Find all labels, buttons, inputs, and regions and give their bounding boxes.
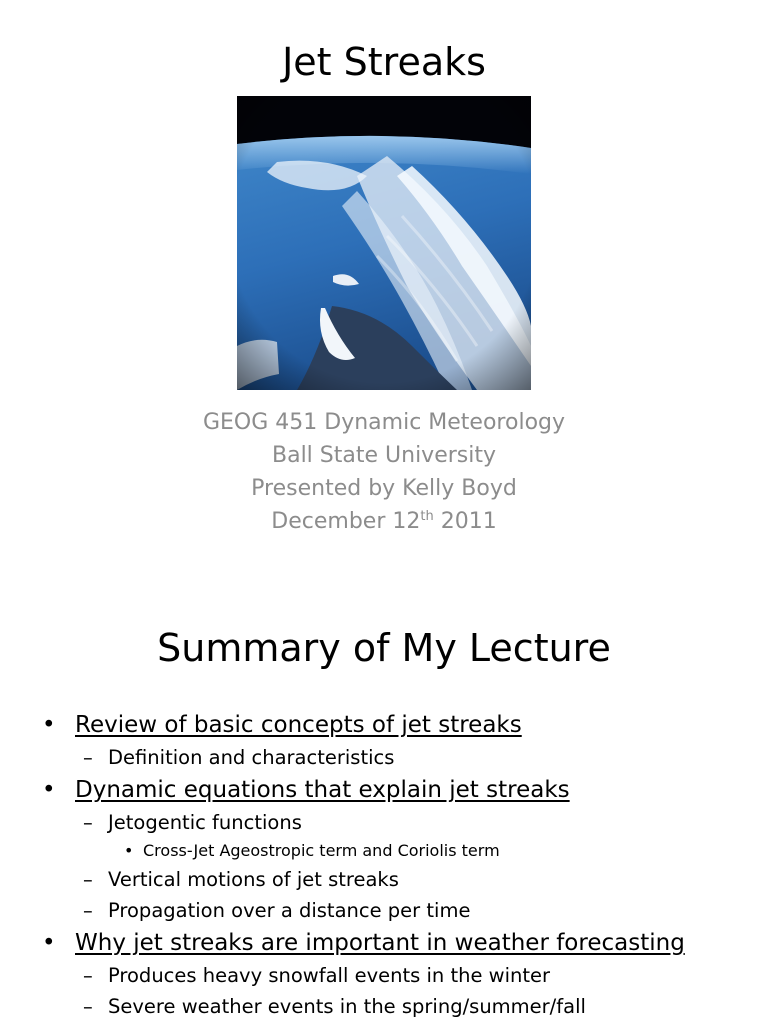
date-prefix: December 12 <box>271 509 421 534</box>
bullet-text: Jetogentic functions <box>108 811 302 834</box>
bullet-text: Cross-Jet Ageostropic term and Coriolis term <box>143 841 500 860</box>
dash-marker: – <box>83 899 93 922</box>
bullet-text: Vertical motions of jet streaks <box>108 868 399 891</box>
bullet-text: Severe weather events in the spring/summer/fall <box>108 995 586 1018</box>
list-item <box>0 960 768 991</box>
dash-marker: – <box>83 964 93 987</box>
dash-marker: – <box>83 811 93 834</box>
earth-from-space-photo <box>237 96 531 390</box>
date-line <box>0 505 768 538</box>
course-line: GEOG 451 Dynamic Meteorology <box>202 410 566 435</box>
list-item <box>0 708 768 742</box>
list-item <box>0 742 768 773</box>
bullet-text: Review of basic concepts of jet streaks <box>75 712 522 738</box>
subtitle-block <box>0 406 768 538</box>
dash-marker: – <box>83 746 93 769</box>
list-item <box>0 838 768 864</box>
bullet-text: Why jet streaks are important in weather forecasting <box>75 930 685 956</box>
bullet-marker: • <box>42 930 56 956</box>
bullet-marker: • <box>124 841 134 860</box>
presenter-line: Presented by Kelly Boyd <box>251 476 517 501</box>
bullet-list <box>0 708 768 1022</box>
bullet-text: Produces heavy snowfall events in the winter <box>108 964 551 987</box>
summary-slide <box>0 600 768 1024</box>
list-item <box>0 807 768 838</box>
university-line: Ball State University <box>272 443 496 468</box>
bullet-marker: • <box>42 777 56 803</box>
slide-title: Jet Streaks <box>282 40 486 84</box>
list-item <box>0 773 768 807</box>
dash-marker: – <box>83 868 93 891</box>
date-ordinal: th <box>420 509 434 524</box>
slide-title: Summary of My Lecture <box>157 626 611 670</box>
list-item <box>0 895 768 926</box>
list-item <box>0 864 768 895</box>
bullet-text: Propagation over a distance per time <box>108 899 471 922</box>
bullet-text: Dynamic equations that explain jet streaks <box>75 777 570 803</box>
date-year: 2011 <box>433 509 497 534</box>
list-item <box>0 926 768 960</box>
dash-marker: – <box>83 995 93 1018</box>
bullet-marker: • <box>42 712 56 738</box>
bullet-text: Definition and characteristics <box>108 746 395 769</box>
list-item <box>0 991 768 1022</box>
